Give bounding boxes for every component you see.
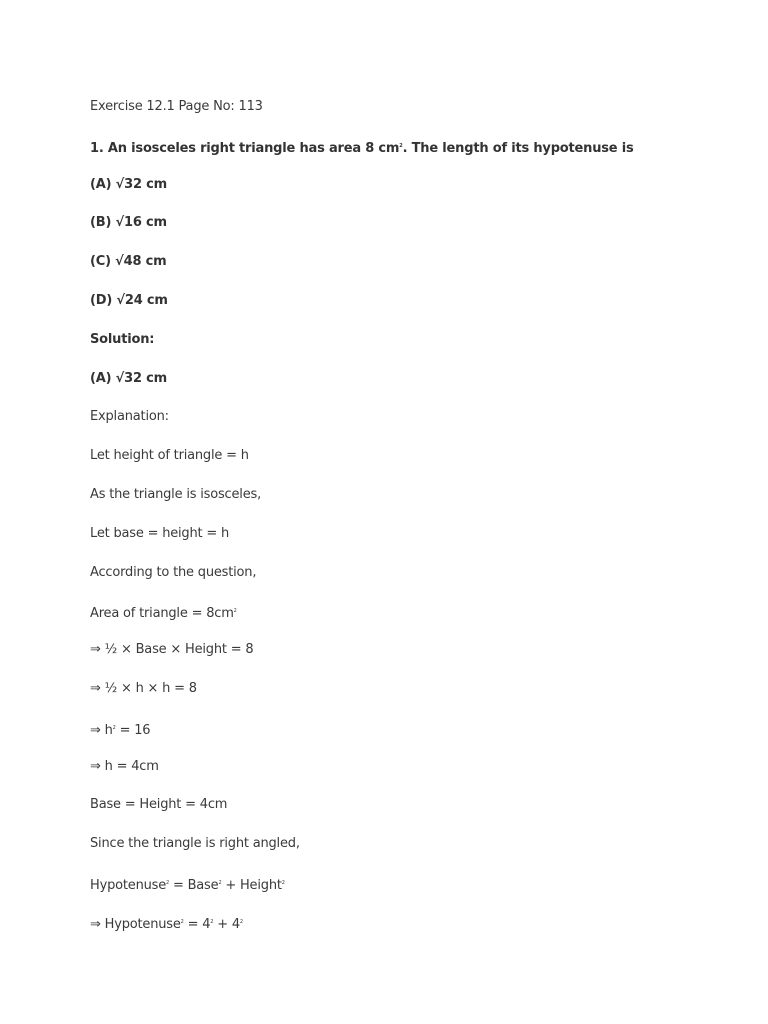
text-line <box>90 903 730 942</box>
text-segment: Solution: <box>90 331 155 347</box>
superscript: 2 <box>281 879 285 886</box>
text-segment: (D) √24 cm <box>90 292 168 308</box>
text-segment: Let height of triangle = h <box>90 448 249 464</box>
text-segment: (B) √16 cm <box>90 215 167 231</box>
text-line <box>90 437 730 476</box>
text-segment: 1. An isosceles right triangle has area 8 cm <box>90 140 400 156</box>
text-line <box>90 631 730 670</box>
text-segment: + 4 <box>213 916 240 932</box>
text-segment: As the triangle is isosceles, <box>90 486 262 502</box>
text-segment: Explanation: <box>90 409 169 425</box>
text-segment: Hypotenuse <box>90 877 167 893</box>
bold-line <box>90 166 730 205</box>
text-segment: Let base = height = h <box>90 525 230 541</box>
superscript: 2 <box>239 918 243 925</box>
text-line <box>90 398 730 437</box>
text-line <box>90 592 730 631</box>
text-line <box>90 864 730 903</box>
superscript: 2 <box>399 142 403 149</box>
bold-line <box>90 360 730 399</box>
bold-line <box>90 127 730 166</box>
text-segment: = 16 <box>115 722 151 738</box>
text-segment: (A) √32 cm <box>90 370 168 386</box>
bold-line <box>90 243 730 282</box>
text-segment: (A) √32 cm <box>90 176 168 192</box>
text-line <box>90 786 730 825</box>
superscript: 2 <box>180 918 184 925</box>
bold-line <box>90 282 730 321</box>
bold-line <box>90 321 730 360</box>
superscript: 2 <box>233 608 237 615</box>
text-segment: + Height <box>221 877 282 893</box>
text-segment: ⇒ h <box>90 722 113 738</box>
superscript: 2 <box>210 918 214 925</box>
text-segment: = 4 <box>183 916 211 932</box>
exercise-heading <box>90 88 730 127</box>
text-line <box>90 476 730 515</box>
text-segment: Exercise 12.1 Page No: 113 <box>90 99 263 114</box>
text-segment: Since the triangle is right angled, <box>90 836 300 852</box>
text-line <box>90 670 730 709</box>
text-segment: . The length of its hypotenuse is <box>402 140 634 156</box>
bold-line <box>90 204 730 243</box>
document-body <box>90 88 730 942</box>
text-segment: = Base <box>169 877 219 893</box>
text-line <box>90 825 730 864</box>
superscript: 2 <box>218 879 222 886</box>
text-line <box>90 748 730 787</box>
text-segment: ⇒ Hypotenuse <box>90 916 181 932</box>
text-segment: ⇒ ½ × h × h = 8 <box>90 680 197 696</box>
text-segment: According to the question, <box>90 564 257 580</box>
text-line <box>90 515 730 554</box>
text-segment: Area of triangle = 8cm <box>90 606 234 622</box>
text-segment: Base = Height = 4cm <box>90 797 228 813</box>
text-segment: ⇒ ½ × Base × Height = 8 <box>90 642 254 658</box>
superscript: 2 <box>166 879 170 886</box>
text-segment: (C) √48 cm <box>90 254 167 270</box>
text-line <box>90 554 730 593</box>
superscript: 2 <box>112 724 116 731</box>
text-segment: ⇒ h = 4cm <box>90 758 159 774</box>
text-line <box>90 709 730 748</box>
